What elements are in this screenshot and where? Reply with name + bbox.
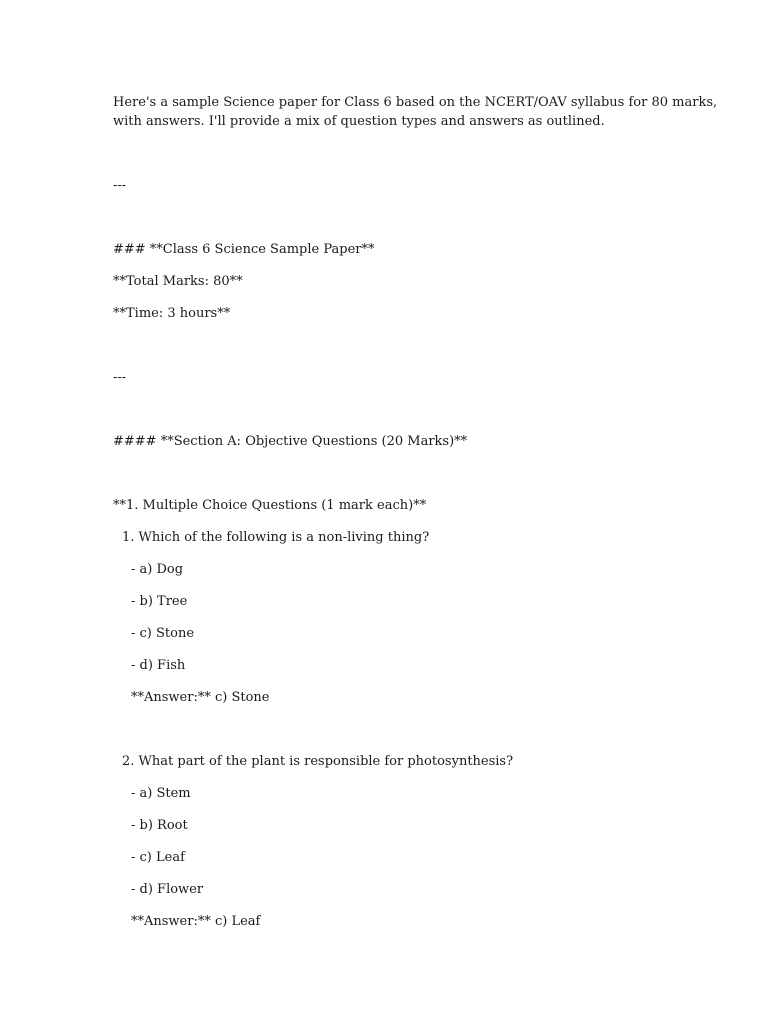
option-c: - c) Stone [131, 626, 195, 641]
answer-1: **Answer:** c) Stone [131, 690, 270, 705]
option-b: - b) Root [131, 818, 188, 833]
option-d: - d) Fish [131, 658, 186, 673]
question-2: 2. What part of the plant is responsible for photosynthesis? [122, 754, 514, 769]
separator: --- [113, 370, 127, 385]
intro-line-2: with answers. I'll provide a mix of question types and answers as outlined. [113, 114, 605, 129]
paper-title: ### **Class 6 Science Sample Paper** [113, 242, 375, 257]
intro-line-1: Here's a sample Science paper for Class 6 based on the NCERT/OAV syllabus for 80 marks, [113, 95, 718, 110]
option-a: - a) Dog [131, 562, 184, 577]
answer-2: **Answer:** c) Leaf [131, 914, 261, 929]
section-a-heading: #### **Section A: Objective Questions (20 Marks)** [113, 434, 468, 449]
option-d: - d) Flower [131, 882, 204, 897]
option-c: - c) Leaf [131, 850, 185, 865]
mcq-heading: **1. Multiple Choice Questions (1 mark each)** [113, 498, 427, 513]
question-1: 1. Which of the following is a non-living thing? [122, 530, 430, 545]
time-allowed: **Time: 3 hours** [113, 306, 231, 321]
option-b: - b) Tree [131, 594, 188, 609]
total-marks: **Total Marks: 80** [113, 274, 243, 289]
option-a: - a) Stem [131, 786, 191, 801]
separator: --- [113, 178, 127, 193]
